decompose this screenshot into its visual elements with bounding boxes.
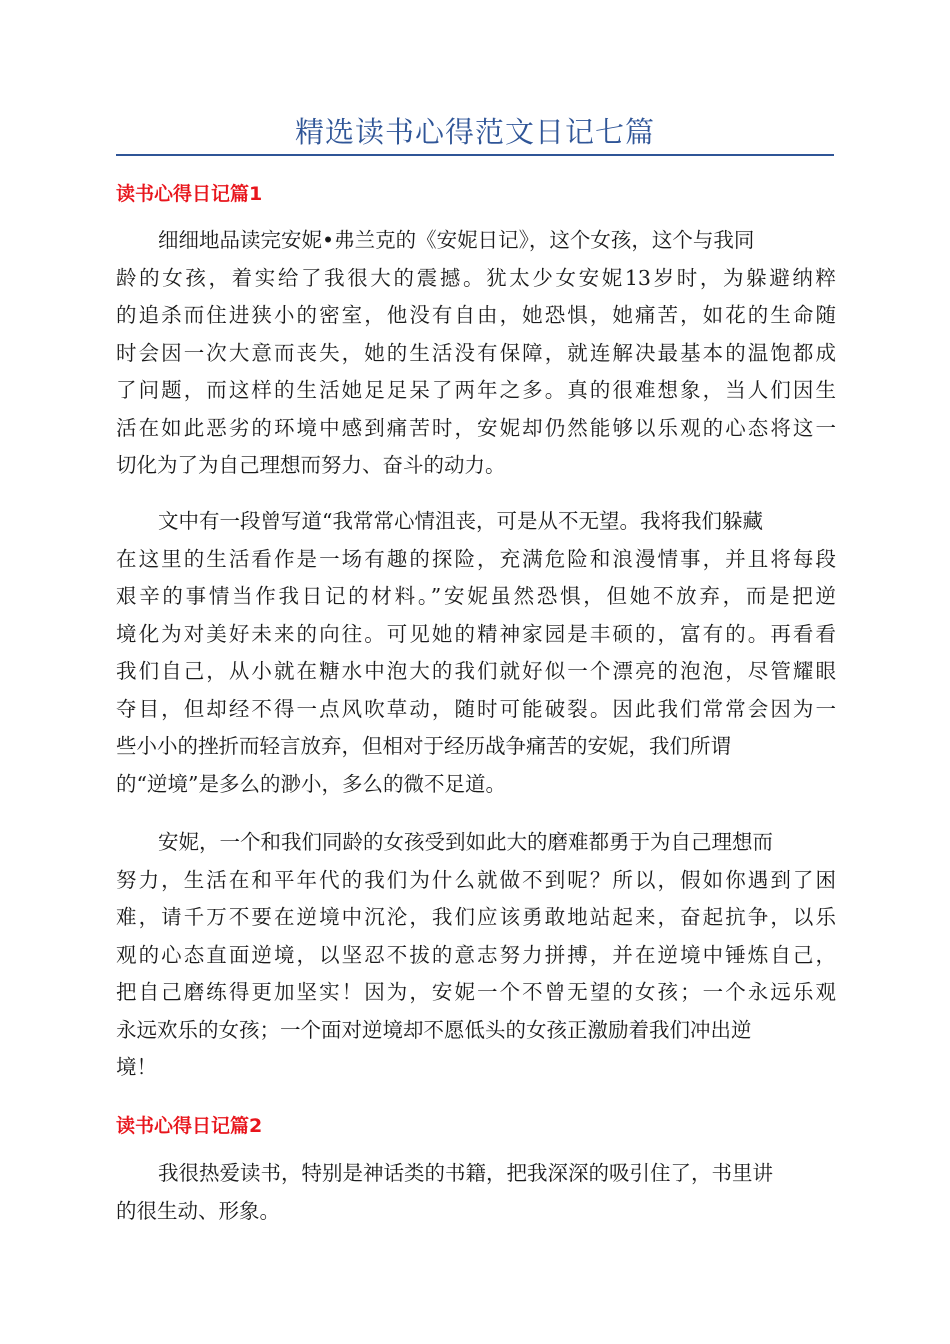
paragraph-line: 境化为对美好未来的向往。可见她的精神家园是丰硕的，富有的。再看看 (116, 621, 836, 646)
paragraph-2-1 (116, 1155, 836, 1230)
section-heading-2: 读书心得日记篇2 (116, 1115, 263, 1137)
paragraph-line: 安妮，一个和我们同龄的女孩受到如此大的磨难都勇于为自己理想而 (158, 830, 773, 854)
paragraph-line: 文中有一段曾写道“我常常心情沮丧，可是从不无望。我将我们躲藏 (158, 509, 763, 533)
paragraph-line: 的很生动、形象。 (116, 1198, 280, 1223)
paragraph-line: 活在如此恶劣的环境中感到痛苦时，安妮却仍然能够以乐观的心态将这一 (116, 415, 836, 440)
paragraph-line: 夺目，但却经不得一点风吹草动，随时可能破裂。因此我们常常会因为一 (116, 696, 836, 721)
paragraph-1-3 (116, 824, 836, 1087)
paragraph-line: 永远欢乐的女孩；一个面对逆境却不愿低头的女孩正激励着我们冲出逆 (116, 1017, 752, 1042)
paragraph-line: 龄的女孩，着实给了我很大的震撼。犹太少女安妮13岁时，为躲避纳粹 (116, 265, 836, 290)
paragraph-line: 了问题，而这样的生活她足足呆了两年之多。真的很难想象，当人们因生 (116, 378, 836, 402)
paragraph-line: 些小小的挫折而轻言放弃，但相对于经历战争痛苦的安妮，我们所谓 (116, 734, 731, 758)
document-title: 精选读书心得范文日记七篇 (294, 115, 655, 149)
section-heading-1: 读书心得日记篇1 (116, 183, 263, 205)
paragraph-line: 观的心态直面逆境，以坚忍不拔的意志努力拼搏，并在逆境中锤炼自己， (116, 942, 836, 967)
paragraph-line: 我们自己，从小就在糖水中泡大的我们就好似一个漂亮的泡泡，尽管耀眼 (116, 659, 836, 683)
paragraph-line: 难，请千万不要在逆境中沉沦，我们应该勇敢地站起来，奋起抗争，以乐 (116, 905, 836, 929)
paragraph-line: 切化为了为自己理想而努力、奋斗的动力。 (116, 453, 506, 477)
paragraph-1-1 (116, 222, 836, 485)
paragraph-line: 在这里的生活看作是一场有趣的探险，充满危险和浪漫情事，并且将每段 (116, 546, 836, 571)
paragraph-line: 的“逆境”是多么的渺小，多么的微不足道。 (116, 771, 506, 796)
paragraph-line: 时会因一次大意而丧失，她的生活没有保障，就连解决最基本的温饱都成 (116, 340, 836, 365)
paragraph-line: 把自己磨练得更加坚实！因为，安妮一个不曾无望的女孩；一个永远乐观 (116, 980, 836, 1004)
paragraph-line: 细细地品读完安妮•弗兰克的《安妮日记》，这个女孩，这个与我同 (158, 228, 755, 252)
paragraph-1-2 (116, 503, 836, 803)
title-divider (116, 154, 834, 156)
paragraph-line: 境！ (116, 1055, 157, 1079)
paragraph-line: 艰辛的事情当作我日记的材料。”安妮虽然恐惧，但她不放弃，而是把逆 (116, 584, 836, 608)
paragraph-line: 努力，生活在和平年代的我们为什么就做不到呢？所以，假如你遇到了困 (116, 867, 836, 892)
paragraph-line: 的追杀而住进狭小的密室，他没有自由，她恐惧，她痛苦，如花的生命随 (116, 303, 836, 327)
paragraph-line: 我很热爱读书，特别是神话类的书籍，把我深深的吸引住了，书里讲 (158, 1161, 773, 1185)
